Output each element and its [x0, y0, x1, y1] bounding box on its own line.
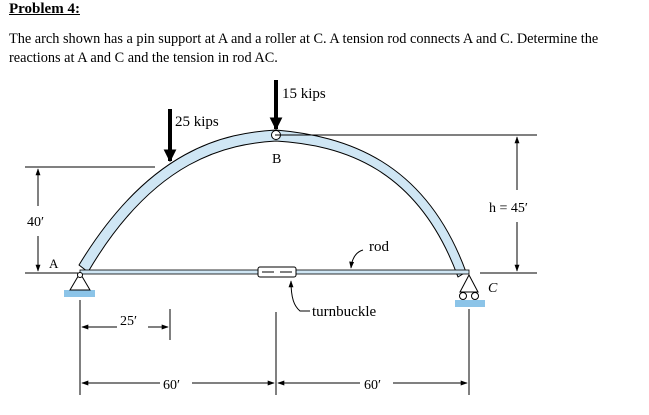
point-c-label: C — [488, 281, 498, 296]
left-height-label: 40′ — [27, 215, 45, 230]
load-label-25: 25 kips — [175, 114, 219, 130]
problem-statement: The arch shown has a pin support at A and a roller at C. A tension rod connects A and C. Determine the reactions at A and C and the tension in rod AC. — [9, 31, 599, 66]
turnbuckle-leader — [291, 281, 310, 311]
span-right-label: 60′ — [364, 378, 382, 393]
right-height-label: h = 45′ — [489, 201, 528, 216]
point-a-label: A — [49, 256, 59, 271]
span-left-label: 60′ — [163, 378, 181, 393]
roller-support-c — [455, 275, 485, 307]
rod-leader — [351, 250, 363, 268]
offset-dimension-label: 25′ — [120, 314, 138, 329]
turnbuckle — [258, 267, 296, 277]
point-b-label: B — [272, 152, 282, 167]
turnbuckle-label: turnbuckle — [312, 304, 377, 320]
rod-label: rod — [369, 239, 389, 255]
extension-lines — [80, 300, 469, 395]
pin-support-a — [64, 273, 95, 298]
load-label-15: 15 kips — [282, 86, 326, 102]
problem-heading: Problem 4: — [9, 1, 80, 17]
